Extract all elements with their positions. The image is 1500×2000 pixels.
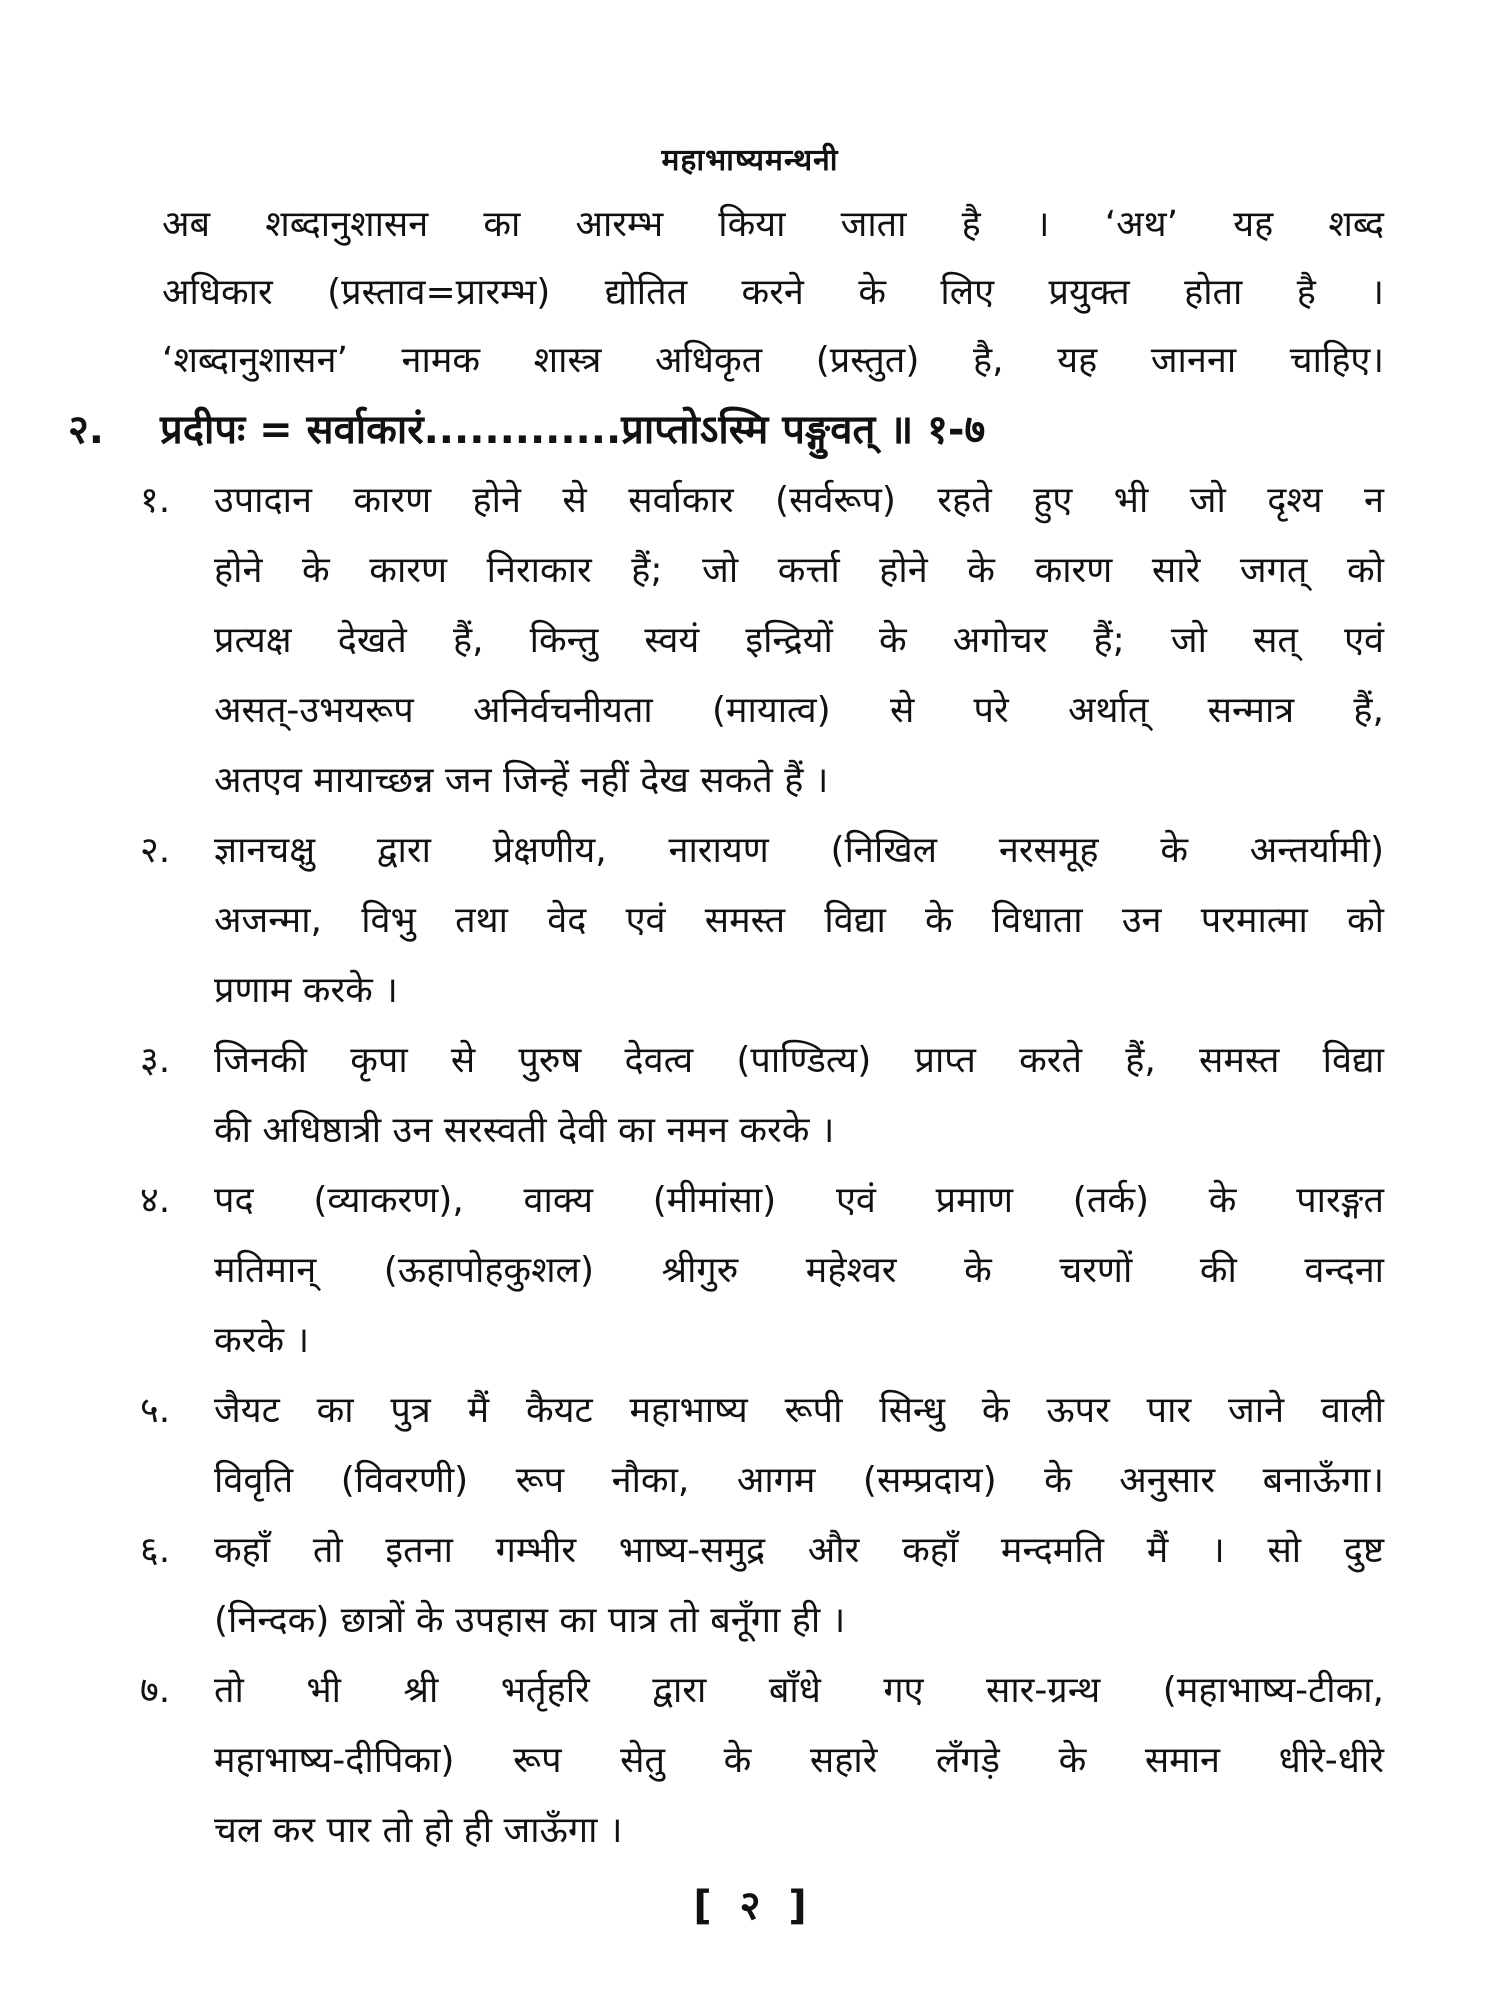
intro-line: अब शब्दानुशासन का आरम्भ किया जाता है । ‘अथ’ यह शब्द	[162, 204, 1384, 245]
item-line: विवृति (विवरणी) रूप नौका, आगम (सम्प्रदाय) के अनुसार बनाऊँगा।	[214, 1460, 1384, 1501]
item-number: ४.	[140, 1180, 171, 1221]
item-line: तो भी श्री भर्तृहरि द्वारा बाँधे गए सार-ग्रन्थ (महाभाष्य-टीका,	[214, 1670, 1384, 1711]
item-line: उपादान कारण होने से सर्वाकार (सर्वरूप) रहते हुए भी जो दृश्य न	[214, 480, 1384, 521]
item-line: जिनकी कृपा से पुरुष देवत्व (पाण्डित्य) प्राप्त करते हैं, समस्त विद्या	[214, 1040, 1384, 1081]
item-line: चल कर पार तो हो ही जाऊँगा ।	[214, 1810, 623, 1851]
item-line: (निन्दक) छात्रों के उपहास का पात्र तो बनूँगा ही ।	[214, 1600, 846, 1641]
item-line: होने के कारण निराकार हैं; जो कर्त्ता होने के कारण सारे जगत् को	[214, 550, 1384, 591]
item-line: प्रणाम करके ।	[214, 970, 398, 1011]
section-number: २.	[68, 407, 104, 453]
item-line: महाभाष्य-दीपिका) रूप सेतु के सहारे लँगड़े के समान धीरे-धीरे	[214, 1740, 1384, 1781]
running-head: महाभाष्यमन्थनी	[661, 143, 839, 178]
item-number: ५.	[140, 1390, 171, 1431]
item-number: २.	[140, 830, 171, 871]
item-line: अजन्मा, विभु तथा वेद एवं समस्त विद्या के विधाता उन परमात्मा को	[214, 900, 1384, 941]
item-line: ज्ञानचक्षु द्वारा प्रेक्षणीय, नारायण (निखिल नरसमूह के अन्तर्यामी)	[214, 830, 1384, 871]
item-line: अतएव मायाच्छन्न जन जिन्हें नहीं देख सकते हैं ।	[214, 760, 829, 801]
intro-line: ‘शब्दानुशासन’ नामक शास्त्र अधिकृत (प्रस्तुत) है, यह जानना चाहिए।	[162, 340, 1384, 381]
page-number: [ २ ]	[693, 1883, 807, 1929]
item-line: प्रत्यक्ष देखते हैं, किन्तु स्वयं इन्द्रियों के अगोचर हैं; जो सत् एवं	[214, 620, 1384, 661]
intro-line: अधिकार (प्रस्ताव=प्रारम्भ) द्योतित करने के लिए प्रयुक्त होता है ।	[162, 272, 1384, 313]
item-line: करके ।	[214, 1320, 310, 1361]
item-number: १.	[140, 480, 171, 521]
item-line: मतिमान् (ऊहापोहकुशल) श्रीगुरु महेश्वर के चरणों की वन्दना	[214, 1250, 1384, 1291]
section-heading	[68, 402, 1398, 458]
item-number: ७.	[140, 1670, 171, 1711]
item-line: की अधिष्ठात्री उन सरस्वती देवी का नमन करके ।	[214, 1110, 835, 1151]
item-number: ६.	[140, 1530, 171, 1571]
section-heading-text: प्रदीपः = सर्वाकारं.............प्राप्तोऽस्मि पङ्गुवत् ॥ १-७	[160, 407, 986, 453]
item-line: असत्-उभयरूप अनिर्वचनीयता (मायात्व) से परे अर्थात् सन्मात्र हैं,	[214, 690, 1384, 731]
item-line: जैयट का पुत्र मैं कैयट महाभाष्य रूपी सिन्धु के ऊपर पार जाने वाली	[214, 1390, 1384, 1431]
item-line: कहाँ तो इतना गम्भीर भाष्य-समुद्र और कहाँ मन्दमति मैं । सो दुष्ट	[214, 1530, 1384, 1571]
item-number: ३.	[140, 1040, 171, 1081]
item-line: पद (व्याकरण), वाक्य (मीमांसा) एवं प्रमाण (तर्क) के पारङ्गत	[214, 1180, 1384, 1221]
